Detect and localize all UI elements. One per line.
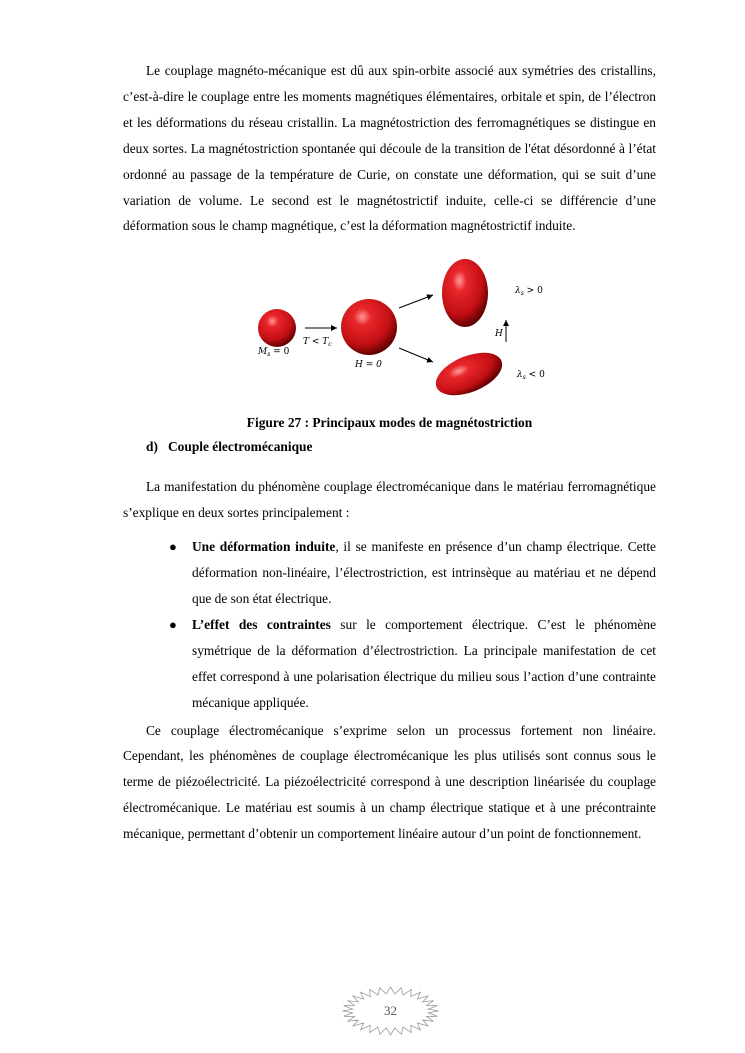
- ellipsoid-prolate: [442, 259, 488, 327]
- figure-magnetostriction: [123, 256, 656, 406]
- figure-caption: Figure 27 : Principaux modes de magnétostriction: [246, 415, 533, 431]
- ellipsoid-oblate: [430, 345, 508, 405]
- bullet-bold: L’effet des contraintes: [192, 616, 331, 632]
- bullet-icon: ●: [169, 616, 177, 632]
- section-heading: [123, 438, 656, 456]
- page-number: 32: [384, 1003, 397, 1018]
- document-page: [123, 58, 656, 847]
- label-t-lt-tc: $T < T_c$: [303, 337, 332, 349]
- label-lambda-negative: $\lambda_s < 0$: [517, 370, 545, 382]
- label-h-zero: H = 0: [355, 360, 382, 371]
- arrow-to-oblate: [399, 348, 433, 362]
- sphere-medium: [341, 299, 397, 355]
- sphere-small: [258, 309, 296, 347]
- section-letter: d): [146, 439, 158, 455]
- paragraph-magnetostriction: Le couplage magnéto-mécanique est dû aux spin-orbite associé aux symétries des cristallins, c’est-à-dire le couplage entre les moments magnétiques élémentaires, orbitale et spin, de l’électron et les déformations du réseau cristallin. La magnétostriction des ferromagnétiques se distingue en deux sortes. La magnétostriction spontanée qui découle de la transition de l'état désordonné à l’état ordonné au passage de la température de Curie, on constate une déformation, qui se suit d’une variation de volume. Le second est le magnétostrictif induite, celle-ci se différencie d’une déformation sous le champ magnétique, c’est la déformation magnétostrictif induite.: [123, 63, 656, 234]
- list-item: [123, 612, 656, 716]
- bullet-text: sur le comportement électrique. C’est le phénomène symétrique de la déformation d’électrostriction. La principale manifestation de cet effet correspond à une polarisation électrique du milieu sous l’action d’une contrainte mécanique appliquée.: [192, 616, 657, 710]
- section-title: Couple électromécanique: [168, 439, 313, 455]
- bullet-icon: ●: [169, 539, 177, 555]
- page-number-badge: [340, 985, 441, 1037]
- bullet-list: [123, 534, 656, 715]
- label-lambda-positive: $\lambda_s > 0$: [515, 286, 543, 298]
- bullet-text: , il se manifeste en présence d’un champ électrique. Cette déformation non-linéaire, l’électrostriction, est intrinsèque au matériau et ne dépend que de son état électrique.: [192, 539, 656, 606]
- bullet-bold: Une déformation induite: [192, 539, 336, 555]
- paragraph-piezoelectricity: Ce couplage électromécanique s’exprime selon un processus fortement non linéaire. Cependant, les phénomènes de couplage électromécanique les plus utilisés sont connus sous le terme de piézoélectricité. La piézoélectricité correspond à une description linéarisée du couplage électromécanique. Le matériau est soumis à un champ électrique statique et à une précontrainte mécanique, permettant d’obtenir un comportement linéaire autour d’un point de fonctionnement.: [123, 722, 656, 842]
- label-ms: $M_s = 0$: [258, 347, 290, 359]
- paragraph-electromechanical-intro: La manifestation du phénomène couplage électromécanique dans le matériau ferromagnétique s’explique en deux sortes principalement :: [123, 479, 656, 521]
- arrow-to-prolate: [399, 295, 433, 308]
- label-h: H: [495, 329, 503, 340]
- list-item: [123, 534, 656, 612]
- magnetostriction-diagram: [253, 256, 553, 406]
